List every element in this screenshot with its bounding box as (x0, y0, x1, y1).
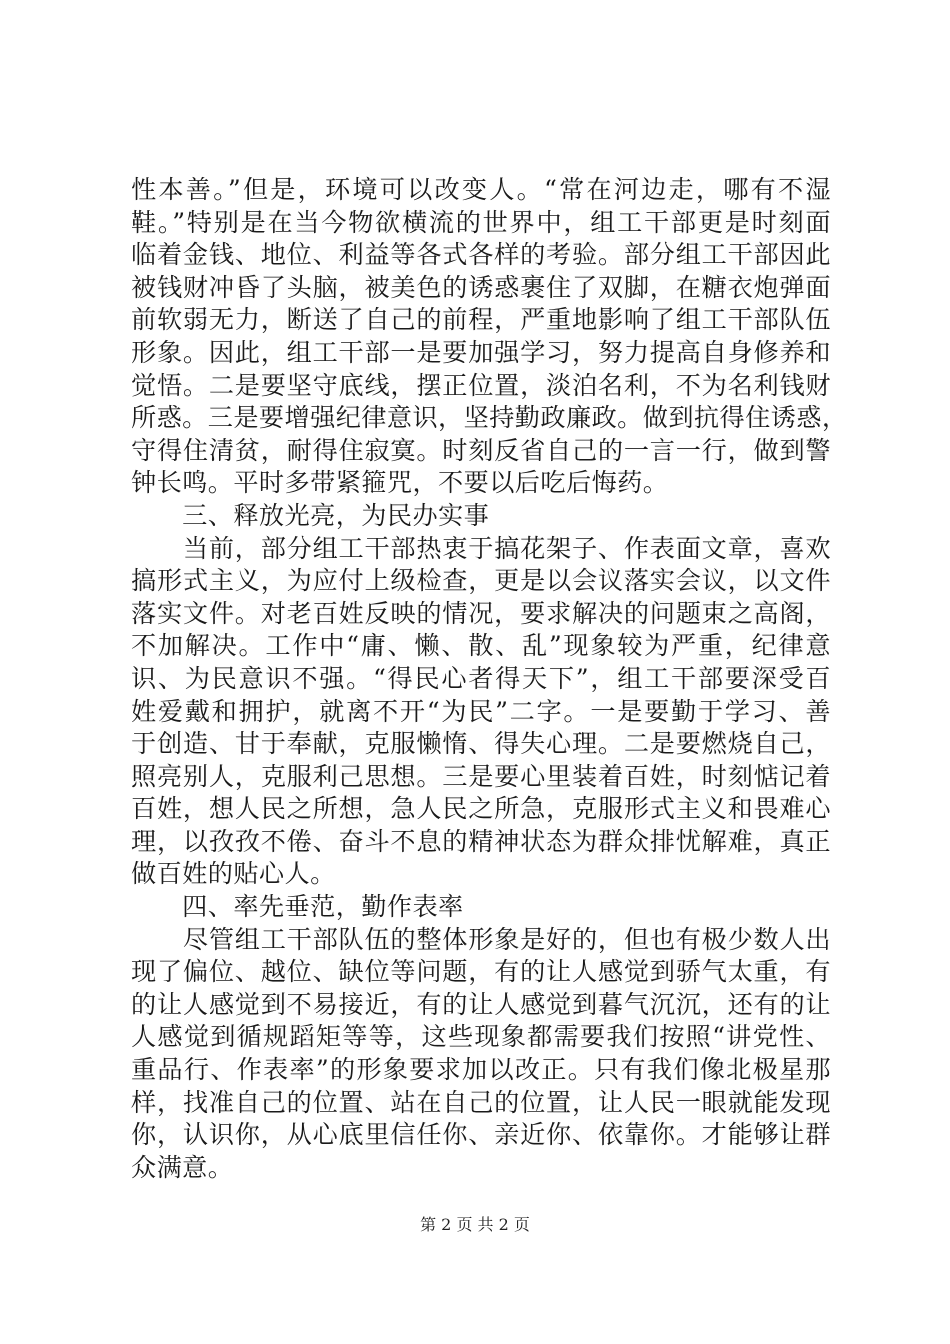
text-line: 守得住清贫，耐得住寂寞。时刻反省自己的一言一行，做到警 (131, 435, 831, 465)
text-line: 理，以孜孜不倦、奋斗不息的精神状态为群众排忧解难，真正 (131, 826, 831, 856)
text-line: 前软弱无力，断送了自己的前程，严重地影响了组工干部队伍 (131, 305, 831, 335)
text-line: 你，认识你，从心底里信任你、亲近你、依靠你。才能够让群 (131, 1120, 831, 1150)
document-body (131, 174, 848, 1184)
text-line: 四、率先垂范，勤作表率 (131, 892, 464, 922)
text-line: 钟长鸣。平时多带紧箍咒，不要以后吃后悔药。 (131, 468, 669, 498)
text-line: 被钱财冲昏了头脑，被美色的诱惑裹住了双脚，在糖衣炮弹面 (131, 272, 831, 302)
text-line: 落实文件。对老百姓反映的情况，要求解决的问题束之高阁， (131, 598, 831, 628)
text-line: 现了偏位、越位、缺位等问题，有的让人感觉到骄气太重，有 (131, 957, 831, 987)
text-line: 众满意。 (131, 1152, 234, 1182)
text-line: 鞋。”特别是在当今物欲横流的世界中，组工干部更是时刻面 (131, 207, 831, 237)
text-line: 照亮别人，克服利己思想。三是要心里装着百姓，时刻惦记着 (131, 761, 831, 791)
text-line: 样，找准自己的位置、站在自己的位置，让人民一眼就能发现 (131, 1087, 831, 1117)
text-line: 不加解决。工作中“庸、懒、散、乱”现象较为严重，纪律意 (131, 631, 831, 661)
text-line: 所惑。三是要增强纪律意识，坚持勤政廉政。做到抗得住诱惑， (131, 403, 848, 433)
text-line: 人感觉到循规蹈矩等等，这些现象都需要我们按照“讲党性、 (131, 1022, 831, 1052)
page-footer: 第 2 页 共 2 页 (420, 1215, 530, 1234)
text-line: 做百姓的贴心人。 (131, 859, 336, 889)
text-line: 形象。因此，组工干部一是要加强学习，努力提高自身修养和 (131, 337, 831, 367)
text-line: 性本善。”但是，环境可以改变人。“常在河边走，哪有不湿 (131, 175, 831, 204)
text-line: 临着金钱、地位、利益等各式各样的考验。部分组工干部因此 (131, 240, 831, 270)
text-line: 于创造、甘于奉献，克服懒惰、得失心理。二是要燃烧自己， (131, 729, 831, 759)
text-line: 尽管组工干部队伍的整体形象是好的，但也有极少数人出 (131, 924, 831, 954)
text-line: 重品行、作表率”的形象要求加以改正。只有我们像北极星那 (131, 1055, 831, 1085)
text-line: 搞形式主义，为应付上级检查，更是以会议落实会议，以文件 (131, 566, 831, 596)
text-line: 姓爱戴和拥护，就离不开“为民”二字。一是要勤于学习、善 (131, 696, 831, 726)
text-line: 觉悟。二是要坚守底线，摆正位置，淡泊名利，不为名利钱财 (131, 370, 831, 400)
text-line: 识、为民意识不强。“得民心者得天下”，组工干部要深受百 (131, 663, 831, 693)
text-line: 三、释放光亮，为民办实事 (131, 500, 490, 530)
text-line: 的让人感觉到不易接近，有的让人感觉到暮气沉沉，还有的让 (131, 989, 831, 1019)
text-line: 百姓，想人民之所想，急人民之所急，克服形式主义和畏难心 (131, 794, 831, 824)
text-line: 当前，部分组工干部热衷于搞花架子、作表面文章，喜欢 (131, 533, 831, 563)
